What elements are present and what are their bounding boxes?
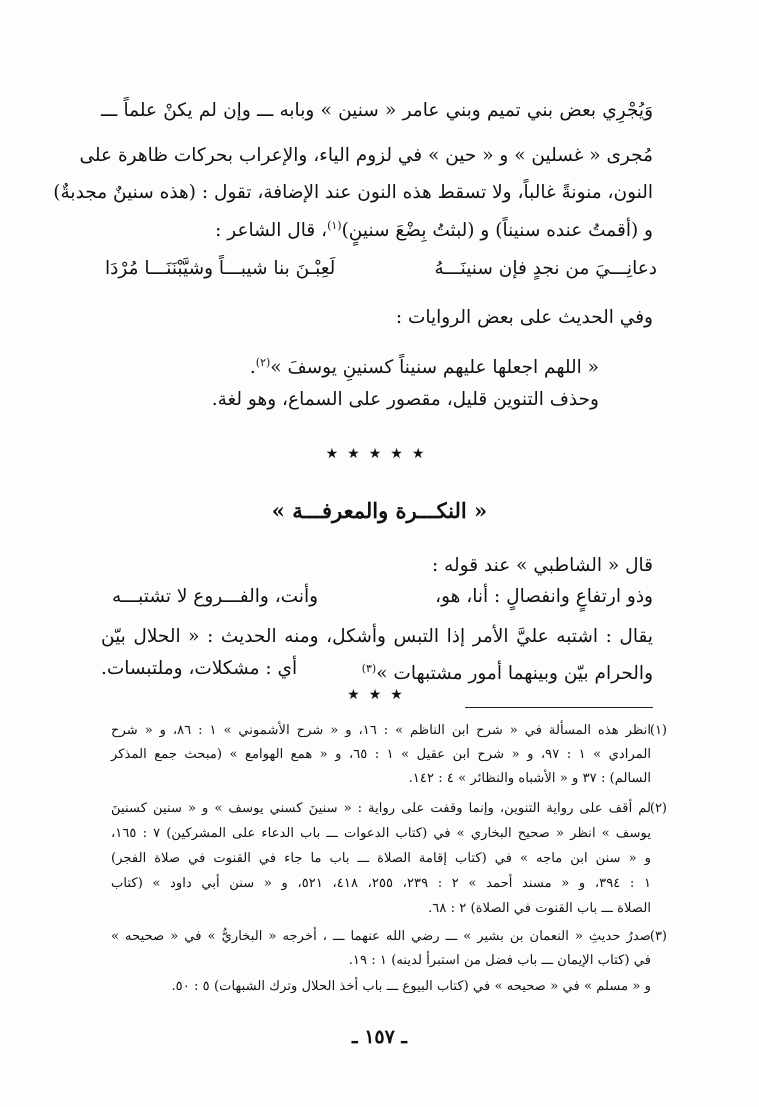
footnote-2-line-3: و « سنن ابن ماجه » في (كتاب إقامة الصلاة ـــ باب ما جاء في القنوت في صلاة الفجر) xyxy=(111,851,651,866)
poem-first-hemistich: وذو ارتفاعٍ وانفصالٍ : أنا، هو، xyxy=(435,586,653,607)
footnote-number-1: (١) xyxy=(649,723,667,738)
closing-line: وحذف التنوين قليل، مقصور على السماع، وهو لغة. xyxy=(211,389,599,410)
footnote-number-2: (٢) xyxy=(649,801,667,816)
explain-line-2 xyxy=(101,656,653,687)
text-line-2: مُجرى « غسلين » و « حين » في لزوم الياء، والإعراب بحركات ظاهرة على xyxy=(79,145,653,166)
footnote-ref-3: (٣) xyxy=(361,662,377,675)
text-line-4 xyxy=(101,213,653,244)
footnote-3-line-2: في (كتاب الإيمان ـــ باب فضل من استبرأ لدينه) ١ : ١٩. xyxy=(348,953,651,968)
footnote-separator xyxy=(465,707,653,708)
footnote-2-line-5: الصلاة ـــ باب القنوت في الصلاة) ٢ : ٦٨. xyxy=(428,901,651,916)
footnote-3-line-1: صدرُ حديثِ « النعمان بن بشير » ـــ رضي الله عنهما ـــ ، أخرجه « البخاريُّ » في « صحيحه » xyxy=(111,929,651,944)
section-title: « النكـــرة والمعرفـــة » xyxy=(271,498,488,523)
shatibi-intro: قال « الشاطبي » عند قوله : xyxy=(431,555,653,576)
page-number: ـ ١٥٧ ـ xyxy=(352,1026,407,1048)
footnote-1-line-3: السالم) : ٣٧ و « الأشباه والنظائر » ٤ : ١٤٢. xyxy=(408,771,651,786)
explain-line-2-part-a: والحرام بيّن وبينهما أمور مشتبهات »$^{(٣)}$ xyxy=(361,662,653,685)
section-separator-stars: ★★★★★ xyxy=(325,446,434,462)
end-stars: ★★★ xyxy=(347,687,412,703)
explain-line-1: يقال : اشتبه عليَّ الأمر إذا التبس وأشكل، ومنه الحديث : « الحلال بيّن xyxy=(101,626,653,647)
text-line-3: النون، منونةً غالباً، ولا تسقط هذه النون عند الإضافة، تقول : (هذه سنينٌ مجدبةٌ) xyxy=(53,182,653,203)
poem-second-hemistich: وأنت، والفـــروع لا تشتبـــه xyxy=(112,586,319,607)
hadith-text: « اللهم اجعلها عليهم سنيناً كسنينِ يوسفَ » xyxy=(270,357,599,379)
footnote-ref-1: (١) xyxy=(327,219,342,232)
verse-first-hemistich: دعانِـــيَ من نجدٍ فإن سنينَـــهُ xyxy=(434,258,657,279)
verse-second-hemistich: لَعِبْـنَ بنا شيبـــاً وشيَّبْنَنَـــا مُرْدَا xyxy=(105,258,336,279)
footnote-ref-2: (٢) xyxy=(255,356,271,369)
footnote-number-3: (٣) xyxy=(649,929,667,944)
text-line-4-b: ، قال الشاعر : xyxy=(215,220,328,242)
footnote-2-line-1: لم أقف على رواية التنوين، وإنما وقفت على رواية : « سنينَ كسني يوسف » و « سنين كسنينَ xyxy=(111,801,651,816)
footnote-3-line-3: و « مسلم » في « صحيحه » في (كتاب البيوع ـــ باب أخذ الحلال وترك الشبهات) ٥ : ٥٠. xyxy=(171,979,651,994)
footnote-1-line-2: المرادي » ١ : ٩٧، و « شرح ابن عقيل » ١ : ٦٥، و « همع الهوامع » (مبحث جمع المذكر xyxy=(111,747,652,762)
explain-line-2-part-b: أي : مشكلات، وملتبسات. xyxy=(101,658,298,679)
footnote-2-line-2: يوسف » انظر « صحيح البخاري » في (كتاب الدعوات ـــ باب الدعاء على المشركين) ٧ : ١٦٥، xyxy=(111,826,651,841)
hadith-intro: وفي الحديث على بعض الروايات : xyxy=(395,307,653,328)
footnote-1-line-1: انظر هذه المسألة في « شرح ابن الناظم » : ١٦، و « شرح الأشموني » ١ : ٨٦، و « شرح xyxy=(111,723,652,738)
text-line-1: وَيُجْرِي بعض بني تميم وبني عامر « سنين » وبابه ـــ وإن لم يكنْ علماً ـــ xyxy=(101,100,653,121)
hadith-quote: « اللهم اجعلها عليهم سنيناً كسنينِ يوسفَ »$^{(٢)}$. xyxy=(249,356,599,379)
footnote-2-line-4: ١ : ٣٩٤، و « مسند أحمد » ٢ : ٢٣٩، ٢٥٥، ٤١٨، ٥٢١، و « سنن أبي داود » (كتاب xyxy=(111,876,652,891)
text-line-4-a: و (أقمتُ عنده سنيناً) و (لبثتُ بِضْعَ سنينٍ) xyxy=(341,220,653,242)
